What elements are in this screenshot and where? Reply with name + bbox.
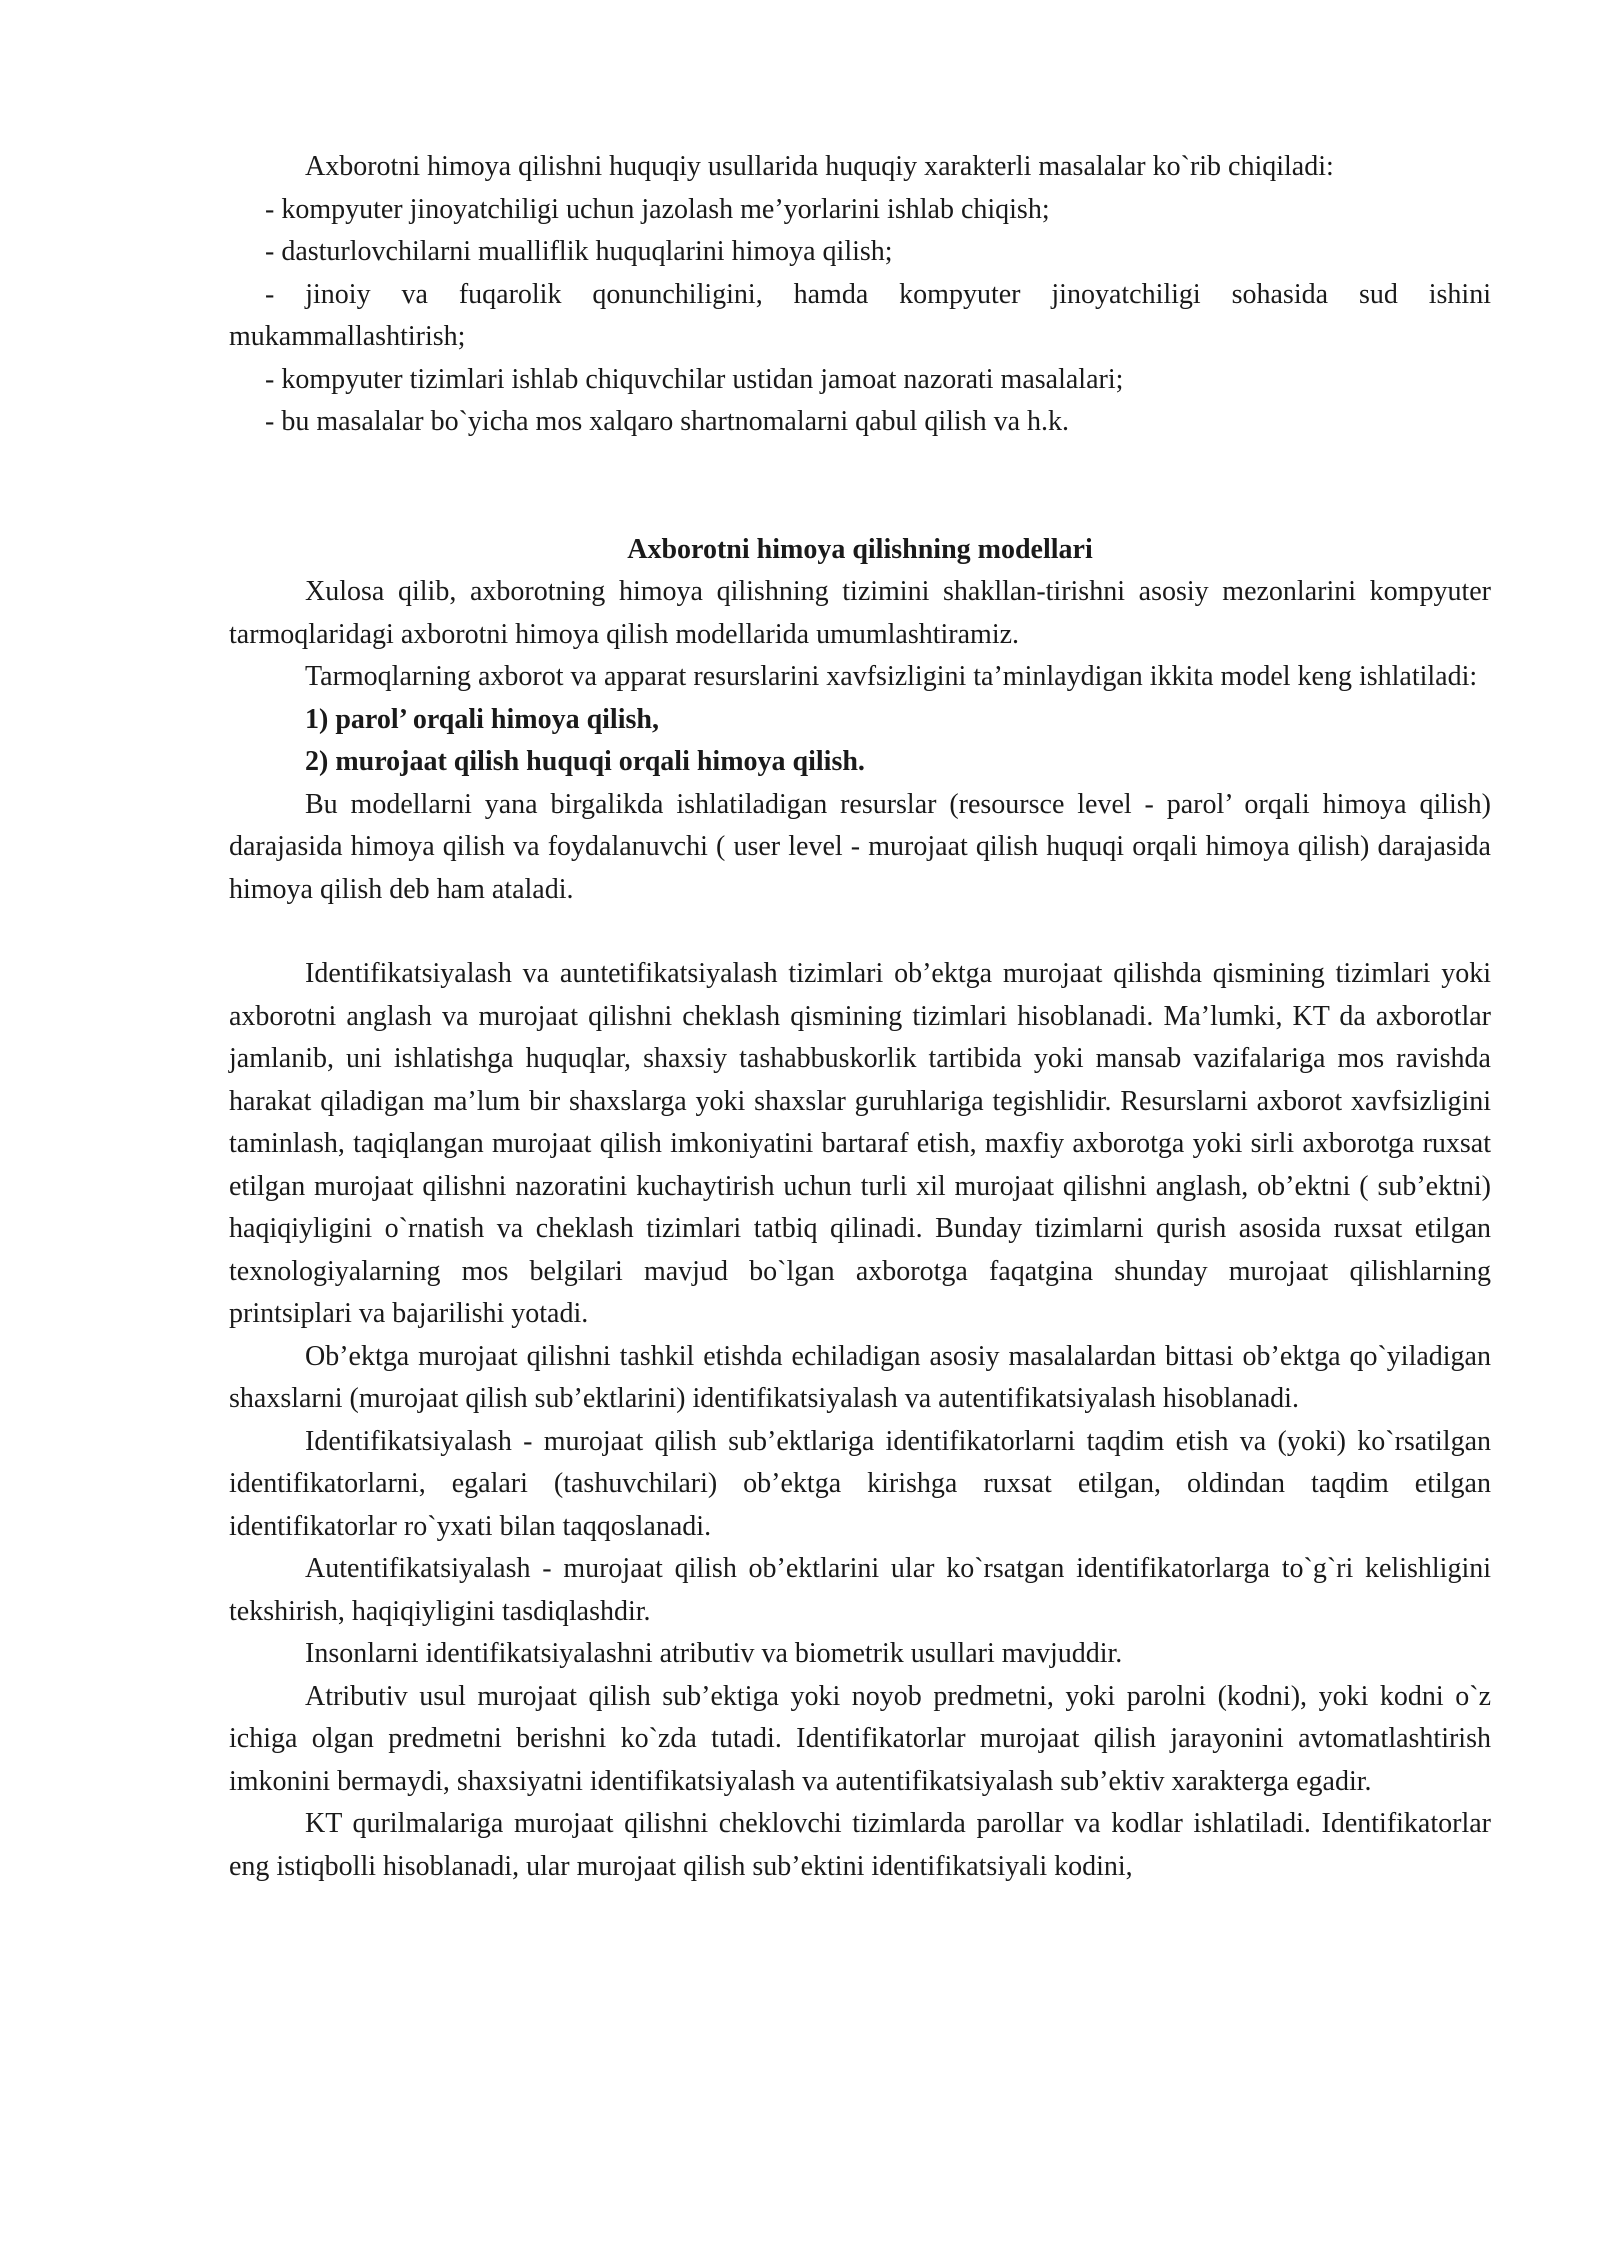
paragraph: KT qurilmalariga murojaat qilishni cheklovchi tizimlarda parollar va kodlar ishlatiladi. Identifikatorlar eng istiqbolli hisoblanadi, ular murojaat qilish sub’ektini identifikatsiyali kodini, <box>229 1808 1491 1882</box>
paragraph: Ob’ektga murojaat qilishni tashkil etishda echiladigan asosiy masalalardan bittasi ob’ektga qo`yiladigan shaxslarni (murojaat qilish sub’ektlarini) identifikatsiyalash va autentifikatsiyalash hisoblanadi. <box>229 1340 1491 1414</box>
list-item: - kompyuter tizimlari ishlab chiquvchilar ustidan jamoat nazorati masalalari; <box>265 363 1124 395</box>
spacer <box>229 444 1491 529</box>
paragraph: Atributiv usul murojaat qilish sub’ektiga yoki noyob predmetni, yoki parolni (kodni), yoki kodni o`z ichiga olgan predmetni berishni ko`zda tutadi. Identifikatorlar murojaat qilish jarayonini avtomatlashtirish imkonini bermaydi, shaxsiyatni identifikatsiyalash va autentifikatsiyalash sub’ektiv xarakterga egadir. <box>229 1680 1491 1797</box>
model-item-password: 1) parol’ orqali himoya qilish, <box>305 703 659 735</box>
list-item: - jinoiy va fuqarolik qonunchiligini, hamda kompyuter jinoyatchiligi sohasida sud ishini mukammallashtirish; <box>229 278 1491 352</box>
document-page <box>229 146 1491 1888</box>
paragraph: Insonlarni identifikatsiyalashni atributiv va biometrik usullari mavjuddir. <box>305 1638 1123 1669</box>
paragraph: Identifikatsiyalash va auntetifikatsiyalash tizimlari ob’ektga murojaat qilishda qismining tizimlari yoki axborotni anglash va murojaat qilishni cheklash qismining tizimlari hisoblanadi. Ma’lumki, KT da axborotlar jamlanib, uni ishlatishga huquqlar, shaxsiy tashabbuskorlik tartibida yoki mansab vazifalariga mos ravishda harakat qiladigan ma’lum bir shaxslarga yoki shaxslar guruhlariga tegishlidir. Resurslarni axborot xavfsizligini taminlash, taqiqlangan murojaat qilish imkoniyatini bartaraf etish, maxfiy axborotga yoki sirli axborotga ruxsat etilgan murojaat qilishni nazoratini kuchaytirish uchun turli xil murojaat qilishni anglash, ob’ektni ( sub’ektni) haqiqiyligini o`rnatish va cheklash tizimlari tatbiq qilinadi. Bunday tizimlarni qurish asosida ruxsat etilgan texnologiyalarning mos belgilari mavjud bo`lgan axborotga faqatgina shunday murojaat qilishlarning printsiplari va bajarilishi yotadi. <box>229 958 1491 1329</box>
model-item-access-right: 2) murojaat qilish huquqi orqali himoya qilish. <box>305 746 865 777</box>
paragraph: Autentifikatsiyalash - murojaat qilish ob’ektlarini ular ko`rsatgan identifikatorlarga to`g`ri kelishligini tekshirish, haqiqiyligini tasdiqlashdir. <box>229 1553 1491 1627</box>
paragraph: Identifikatsiyalash - murojaat qilish sub’ektlariga identifikatorlarni taqdim etish va (yoki) ko`rsatilgan identifikatorlarni, egalari (tashuvchilari) ob’ektga kirishga ruxsat etilgan, oldindan taqdim etilgan identifikatorlar ro`yxati bilan taqqoslanadi. <box>229 1425 1491 1542</box>
list-item: - dasturlovchilarni mualliflik huquqlarini himoya qilish; <box>265 236 893 267</box>
list-item: - bu masalalar bo`yicha mos xalqaro shartnomalarni qabul qilish va h.k. <box>265 406 1070 437</box>
paragraph: Bu modellarni yana birgalikda ishlatiladigan resurslar (resoursce level - parol’ orqali himoya qilish) darajasida himoya qilish va foydalanuvchi ( user level - murojaat qilish huquqi orqali himoya qilish) darajasida himoya qilish deb ham ataladi. <box>229 788 1491 905</box>
spacer <box>229 911 1491 953</box>
section-heading: Axborotni himoya qilishning modellari <box>627 533 1093 565</box>
paragraph: Tarmoqlarning axborot va apparat resurslarini xavfsizligini ta’minlaydigan ikkita model keng ishlatiladi: <box>305 661 1478 692</box>
list-item: - kompyuter jinoyatchiligi uchun jazolash me’yorlarini ishlab chiqish; <box>265 193 1050 225</box>
legal-methods-intro: Axborotni himoya qilishni huquqiy usullarida huquqiy xarakterli masalalar ko`rib chiqiladi: <box>305 151 1334 182</box>
paragraph: Xulosa qilib, axborotning himoya qilishning tizimini shakllan-tirishni asosiy mezonlarini kompyuter tarmoqlaridagi axborotni himoya qilish modellarida umumlashtiramiz. <box>229 576 1491 650</box>
